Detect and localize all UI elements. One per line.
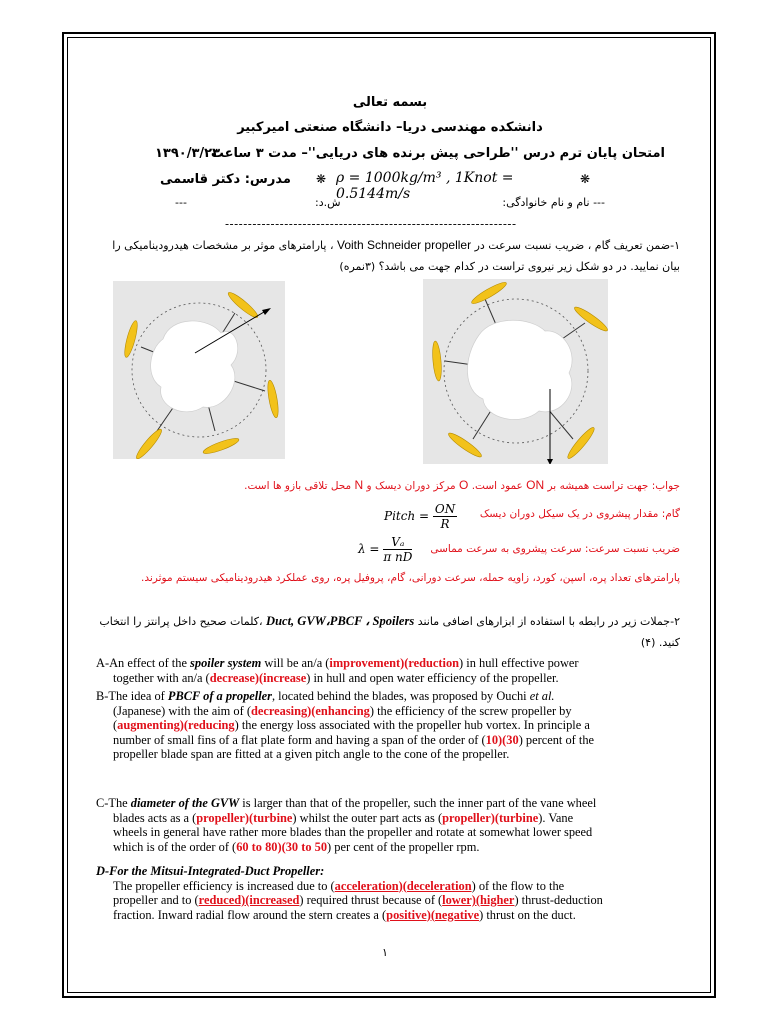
item-a-line1 [96, 656, 686, 671]
answer-options: augmenting)(reducing [117, 718, 235, 732]
question-text: A-An effect of the [96, 656, 191, 670]
item-c-line1 [96, 796, 686, 811]
star-icon: ❋ [316, 172, 327, 186]
pitch-label: گام: مقدار پیشروی در یک سیکل دوران دیسک [479, 508, 680, 520]
header-constants-line [160, 168, 591, 202]
header-faculty: دانشکده مهندسی دریا– دانشگاه صنعتی امیرکبیر [237, 120, 543, 135]
answer-options: 60 to 80)(30 to 50 [236, 839, 328, 854]
item-d-line2 [96, 893, 686, 908]
item-c-line2 [96, 811, 686, 826]
item-b-line4 [96, 733, 686, 748]
lambda-formula [358, 535, 412, 564]
a1-on: ON [526, 478, 545, 492]
question-text: ) in hull effective power [459, 656, 579, 670]
question2-line2: کنید. (۴) [640, 636, 680, 649]
question-text: ). Vane [538, 810, 574, 825]
item-b [96, 689, 686, 762]
question-text: which is of the order of ( [113, 839, 237, 854]
q1-voith-term: Voith Schneider propeller [337, 238, 472, 252]
answer-options: propeller)(turbine [196, 810, 293, 825]
item-a-line2 [96, 671, 686, 686]
pitch-formula [384, 502, 457, 531]
question-text: B-The idea of [96, 689, 168, 703]
item-d-title: D-For the Mitsui-Integrated-Duct Propeller: [96, 864, 325, 878]
student-id-label: ش.د: [315, 196, 341, 209]
question-text: number of small fins of a flat plate form and having a span of the order of ( [113, 732, 486, 747]
q2-post: ،کلمات صحیح داخل پرانتز را انتخاب [99, 615, 263, 628]
question-text: C-The [96, 796, 131, 810]
student-name-label: --- نام و نام خانوادگی: [502, 196, 605, 209]
answer1-thrust-line [150, 478, 680, 492]
question-text: The propeller efficiency is increased due to ( [113, 878, 335, 893]
answer-options: acceleration)(deceleration [334, 878, 472, 893]
pitch-fraction [433, 502, 457, 531]
question-text: ) in hull and open water efficiency of the propeller. [306, 670, 559, 685]
q1-prefix: ۱-ضمن تعریف گام ، ضریب نسبت سرعت در [474, 239, 680, 252]
lambda-label: ضریب نسبت سرعت: سرعت پیشروی به سرعت مماسی [430, 543, 680, 555]
question-text: ) of the flow to the [471, 878, 565, 893]
a1-n: N [354, 478, 364, 492]
voith-diagram-left [113, 281, 285, 459]
item-a [96, 656, 686, 685]
item-c [96, 796, 686, 854]
exam-date: ۱۳۹۰/۳/۲۳ [155, 146, 221, 161]
question2-line1 [96, 613, 680, 629]
voith-diagram-right [423, 279, 608, 464]
question-text: will be an/a ( [261, 656, 330, 670]
question-text: diameter of the GVW [130, 796, 240, 810]
answer-options: 10)(30 [485, 732, 519, 747]
separator-line: ---------------------------------------------------------------- [225, 217, 517, 231]
pitch-lhs: Pitch = [384, 509, 430, 523]
question-text: ) thrust on the duct. [479, 907, 576, 922]
pitch-den: R [440, 517, 450, 531]
question-text: ) whilst the outer part acts as ( [292, 810, 443, 825]
q2-pre: ۲-جملات زیر در رابطه با استفاده از ابزارهای اضافی مانند [417, 615, 680, 628]
teacher-name: مدرس: دکتر قاسمی [160, 172, 291, 187]
a1-o: O [459, 478, 469, 492]
question-text: ) thrust-deduction [514, 893, 603, 907]
item-b-line1 [96, 689, 686, 704]
answer-options: positive)(negative [386, 907, 480, 922]
page-number: ۱ [382, 946, 388, 959]
question-text: ) the efficiency of the screw propeller by [369, 703, 572, 718]
question1-line1 [90, 238, 680, 252]
a1-mid2: مرکز دوران دیسک و [366, 480, 456, 492]
item-d [96, 864, 686, 922]
pitch-row [380, 498, 680, 534]
question-text: ) the energy loss associated with the propeller hub vortex. In principle a [234, 718, 590, 732]
question-text: fraction. Inward radial flow around the stern creates a ( [113, 907, 387, 922]
lambda-row [358, 533, 680, 569]
question-text: et al. [529, 689, 555, 703]
answer-options: reduced)(increased [198, 893, 300, 907]
id-dashes: --- [175, 196, 187, 209]
question-text: propeller and to ( [113, 893, 199, 907]
question-text: , located behind the blades, was proposed by Ouchi [271, 689, 530, 703]
item-b-line3 [96, 718, 686, 733]
lambda-den: π nD [383, 550, 413, 564]
question-text: ( [113, 718, 118, 732]
answer-options: propeller)(turbine [442, 810, 539, 825]
item-b-line5: propeller blade span are fitted at a given pitch angle to the cone of the propeller. [113, 747, 510, 761]
question-text: blades acts as a ( [113, 810, 197, 825]
star-icon: ❋ [580, 172, 591, 186]
lambda-lhs: λ = [358, 542, 380, 556]
item-c-line4 [96, 840, 686, 855]
q2-terms: Duct, GVW،PBCF ، Spoilers [266, 614, 415, 628]
a1-mid: عمود است. [471, 480, 523, 492]
answer-options: improvement)(reduction [329, 656, 460, 670]
a1-post: محل تلاقی بازو ها است. [244, 480, 352, 492]
answer-options: lower)(higher [442, 893, 515, 907]
question-text: is larger than that of the propeller, such the inner part of the vane wheel [239, 796, 597, 810]
item-d-line1 [96, 879, 686, 894]
question-text: (Japanese) with the aim of ( [113, 703, 251, 718]
question-text: ) percent of the [518, 732, 595, 747]
question-text: ) per cent of the propeller rpm. [327, 839, 480, 854]
item-c-line3: wheels in general have rather more blades than the propeller and rotate at somewhat lower speed [113, 825, 593, 839]
answer-options: decreasing)(enhancing [250, 703, 370, 718]
question-text: ) required thrust because of ( [299, 893, 443, 907]
question-text: spoiler system [190, 656, 262, 670]
item-d-line3 [96, 908, 686, 923]
item-b-line2 [96, 704, 686, 719]
q1-suffix: ، پارامترهای موثر بر مشخصات هیدرودینامیکی را [112, 239, 334, 252]
a1-pre: جواب: جهت تراست همیشه بر [547, 480, 680, 492]
question-text: PBCF of a propeller [167, 689, 272, 703]
lambda-num: Vₐ [383, 535, 412, 550]
answer-options: decrease)(increase [209, 670, 307, 685]
constants-formula: ρ = 1000kg/m³ , 1Knot = 0.5144m/s [336, 170, 514, 202]
exam-title: امتحان پایان ترم درس ''طراحی پیش برنده های دریایی''– مدت ۳ ساعت [210, 146, 665, 161]
header-bismillah: بسمه تعالی [352, 95, 428, 110]
answer1-params: پارامترهای تعداد پره، اسپن، کورد، زاویه حمله، سرعت دورانی، گام، پروفیل پره، روی عملکرد هیدرودینامیکی سیستم موثرند. [141, 572, 680, 584]
pitch-num: ON [434, 502, 456, 516]
question1-line2: بیان نمایید. در دو شکل زیر نیروی تراست در کدام جهت می باشد؟ (۳نمره) [339, 260, 680, 273]
question-text: together with an/a ( [113, 670, 210, 685]
lambda-fraction [383, 535, 412, 564]
